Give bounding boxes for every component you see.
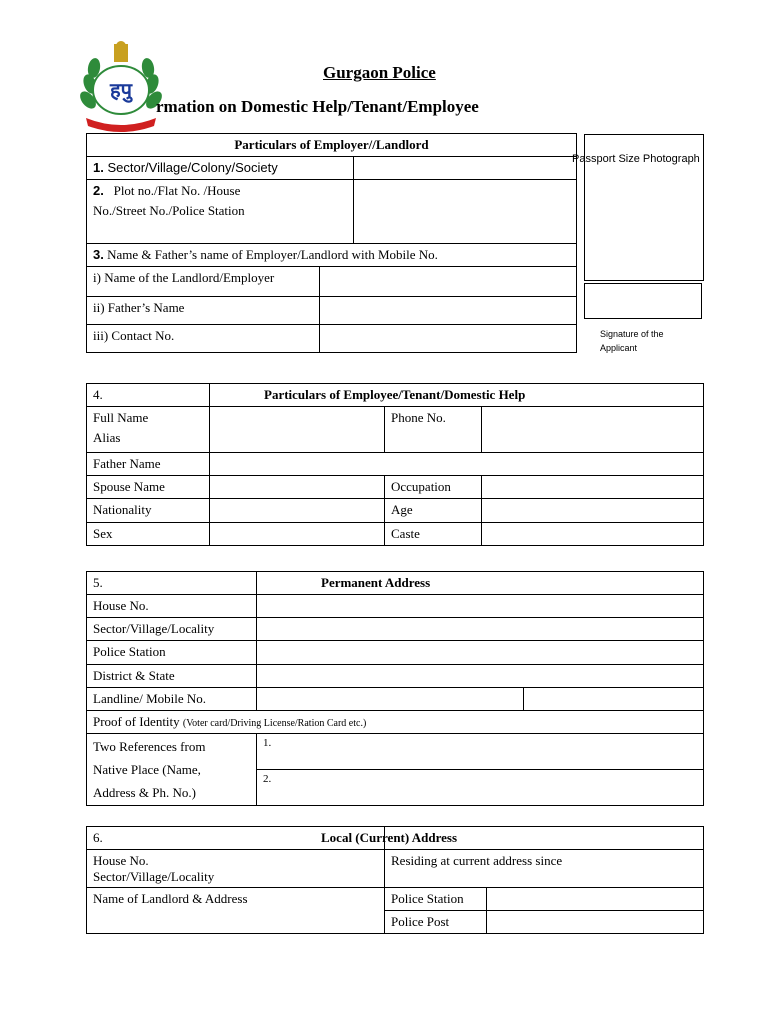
- full-name-field[interactable]: [210, 407, 385, 453]
- caste-field[interactable]: [482, 522, 704, 545]
- photo-label: Passport Size Photograph: [572, 153, 700, 165]
- local-police-station-label: Police Station: [385, 888, 487, 911]
- occupation-label: Occupation: [385, 476, 482, 499]
- perm-landline-label: Landline/ Mobile No.: [87, 687, 257, 710]
- local-section-number: 6.: [87, 827, 385, 850]
- spouse-field[interactable]: [210, 476, 385, 499]
- local-police-post-label: Police Post: [385, 911, 487, 934]
- sex-field[interactable]: [210, 522, 385, 545]
- signature-box[interactable]: [584, 283, 702, 319]
- permanent-heading: Permanent Address: [257, 572, 704, 595]
- perm-district-field[interactable]: [257, 664, 704, 687]
- page-title: Gurgaon Police: [323, 63, 436, 82]
- employee-father-label: Father Name: [87, 453, 210, 476]
- form-subtitle: rmation on Domestic Help/Tenant/Employee: [156, 97, 479, 116]
- employer-name-question: 3. Name & Father’s name of Employer/Landlord with Mobile No.: [87, 244, 577, 267]
- residing-since-label: Residing at current address since: [385, 850, 704, 888]
- occupation-field[interactable]: [482, 476, 704, 499]
- landlord-name-label: i) Name of the Landlord/Employer: [87, 267, 320, 297]
- local-landlord-label: Name of Landlord & Address: [87, 888, 385, 934]
- sex-label: Sex: [87, 522, 210, 545]
- nationality-label: Nationality: [87, 499, 210, 522]
- local-police-post-field[interactable]: [487, 911, 704, 934]
- perm-landline-field[interactable]: [257, 687, 524, 710]
- haryana-police-emblem: [76, 40, 166, 132]
- permanent-section-number: 5.: [87, 572, 257, 595]
- emblem-motto: सेवा सुरक्षा सहयोग: [100, 115, 142, 122]
- signature-label: Signature of the Applicant: [600, 329, 664, 353]
- employer-address-field[interactable]: [354, 180, 577, 244]
- reference-2-field[interactable]: 2.: [257, 769, 704, 805]
- employer-table: [86, 133, 577, 353]
- caste-label: Caste: [385, 522, 482, 545]
- contact-label: iii) Contact No.: [87, 325, 320, 353]
- employee-section-number: 4.: [87, 384, 210, 407]
- contact-field[interactable]: [320, 325, 577, 353]
- local-police-station-field[interactable]: [487, 888, 704, 911]
- perm-mobile-field[interactable]: [524, 687, 704, 710]
- perm-house-label: House No.: [87, 595, 257, 618]
- nationality-field[interactable]: [210, 499, 385, 522]
- perm-police-field[interactable]: [257, 641, 704, 664]
- employer-heading: Particulars of Employer//Landlord: [87, 134, 577, 157]
- local-heading: Local (Current) Address: [385, 827, 704, 850]
- local-house-label: House No. Sector/Village/Locality: [87, 850, 385, 888]
- emblem-letters: हपु: [110, 78, 132, 102]
- proof-of-identity-label: Proof of Identity (Voter card/Driving License/Ration Card etc.): [87, 710, 704, 733]
- local-address-table: [86, 826, 704, 934]
- perm-house-field[interactable]: [257, 595, 704, 618]
- employee-heading: Particulars of Employee/Tenant/Domestic Help: [210, 384, 704, 407]
- phone-label: Phone No.: [385, 407, 482, 453]
- father-name-field[interactable]: [320, 297, 577, 325]
- employee-father-field[interactable]: [210, 453, 704, 476]
- references-label: Two References from Native Place (Name, Address & Ph. No.): [87, 733, 257, 805]
- perm-sector-label: Sector/Village/Locality: [87, 618, 257, 641]
- employer-sector-label: 1. Sector/Village/Colony/Society: [87, 157, 354, 180]
- perm-sector-field[interactable]: [257, 618, 704, 641]
- employer-sector-field[interactable]: [354, 157, 577, 180]
- employee-table: [86, 383, 704, 546]
- father-name-label: ii) Father’s Name: [87, 297, 320, 325]
- perm-district-label: District & State: [87, 664, 257, 687]
- perm-police-label: Police Station: [87, 641, 257, 664]
- full-name-label: Full Name Alias: [87, 407, 210, 453]
- age-label: Age: [385, 499, 482, 522]
- age-field[interactable]: [482, 499, 704, 522]
- spouse-label: Spouse Name: [87, 476, 210, 499]
- permanent-address-table: [86, 571, 704, 806]
- employer-address-label: 2. Plot no./Flat No. /House No./Street No./Police Station: [87, 180, 354, 244]
- phone-field[interactable]: [482, 407, 704, 453]
- landlord-name-field[interactable]: [320, 267, 577, 297]
- reference-1-field[interactable]: 1.: [257, 733, 704, 769]
